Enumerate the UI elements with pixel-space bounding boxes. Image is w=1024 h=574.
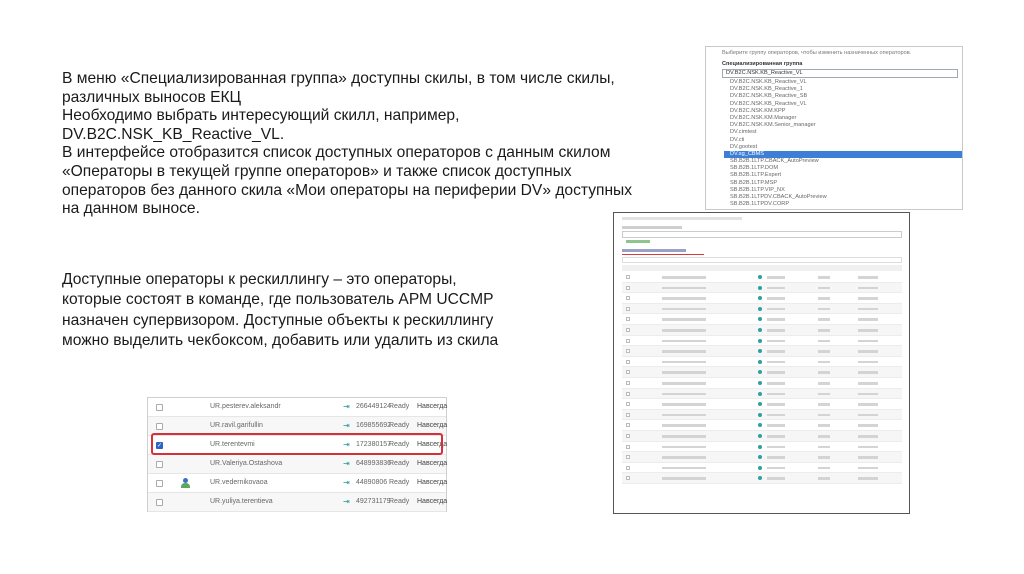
row-checkbox[interactable]: [626, 455, 630, 459]
status-dot-icon: [758, 445, 762, 449]
operator-login: UR.ravil.garifullin: [210, 422, 263, 429]
group-option[interactable]: SB.B2B.1LTP.VIP_NX: [730, 186, 785, 193]
operator-status: Ready: [389, 460, 410, 467]
assignment-duration: Навсегда: [417, 422, 448, 429]
table-row[interactable]: [148, 474, 446, 493]
status-dot-icon: [758, 296, 762, 300]
arrow-in-icon: ⇥: [343, 402, 350, 411]
row-status: [818, 371, 830, 374]
screenshot-search-input[interactable]: [622, 257, 902, 263]
row-checkbox[interactable]: [626, 402, 630, 406]
text-line: Необходимо выбрать интересующий скилл, например,: [62, 107, 460, 125]
operator-login: UR.pesterev.aleksandr: [210, 403, 281, 410]
row-duration: [858, 329, 878, 332]
row-duration: [858, 403, 878, 406]
operator-number: 169855692: [356, 422, 392, 429]
group-option[interactable]: DV.gootest: [730, 143, 758, 150]
table-row[interactable]: [622, 378, 902, 389]
row-status: [818, 435, 830, 438]
row-duration: [858, 446, 878, 449]
status-dot-icon: [758, 392, 762, 396]
row-number: [767, 361, 785, 364]
row-checkbox[interactable]: [626, 392, 630, 396]
arrow-in-icon: ⇥: [343, 440, 350, 449]
row-checkbox[interactable]: [156, 480, 163, 487]
person-icon: [181, 478, 190, 488]
row-number: [767, 287, 785, 290]
row-number: [767, 435, 785, 438]
row-checkbox[interactable]: ✓: [157, 443, 163, 449]
row-status: [818, 393, 830, 396]
row-number: [767, 308, 785, 311]
row-duration: [858, 467, 878, 470]
row-checkbox[interactable]: [626, 434, 630, 438]
row-status: [818, 297, 830, 300]
row-checkbox[interactable]: [156, 499, 163, 506]
screenshot-add-link[interactable]: [626, 240, 650, 243]
row-duration: [858, 456, 878, 459]
row-number: [767, 329, 785, 332]
status-dot-icon: [758, 455, 762, 459]
row-number: [767, 340, 785, 343]
status-dot-icon: [758, 339, 762, 343]
row-status: [818, 382, 830, 385]
row-checkbox[interactable]: [626, 445, 630, 449]
row-duration: [858, 477, 878, 480]
group-option[interactable]: DV.cimtest: [730, 129, 757, 136]
current-group-operators-title: [622, 249, 686, 252]
table-row[interactable]: [622, 272, 902, 283]
status-dot-icon: [758, 349, 762, 353]
table-row[interactable]: [148, 455, 446, 474]
operator-number: 172380157: [356, 441, 392, 448]
group-option[interactable]: SB.B2B.1LTP.DOM: [730, 165, 778, 172]
row-status: [818, 361, 830, 364]
status-dot-icon: [758, 317, 762, 321]
row-checkbox[interactable]: [626, 286, 630, 290]
operator-number: 648993836: [356, 460, 392, 467]
row-login: [662, 297, 706, 300]
operator-number: 44890806: [356, 479, 388, 486]
row-login: [662, 371, 706, 374]
operator-login: UR.Valeriya.Ostashova: [210, 460, 283, 467]
row-duration: [858, 318, 878, 321]
operator-login: UR.yuliya.terentieva: [210, 498, 273, 505]
table-row[interactable]: [622, 283, 902, 294]
row-checkbox[interactable]: [626, 476, 630, 480]
table-row[interactable]: [622, 293, 902, 304]
text-line: на данном выносе.: [62, 200, 200, 218]
row-status: [818, 350, 830, 353]
row-status: [818, 340, 830, 343]
row-checkbox[interactable]: [156, 423, 163, 430]
group-option[interactable]: SB.B2B.1LTPDV.CORP: [730, 201, 790, 208]
row-number: [767, 467, 785, 470]
row-duration: [858, 361, 878, 364]
row-checkbox[interactable]: [626, 307, 630, 311]
table-row[interactable]: [622, 463, 902, 474]
assignment-duration: Навсегда: [417, 479, 448, 486]
row-checkbox[interactable]: [156, 404, 163, 411]
text-line: Доступные операторы к рескиллингу – это операторы,: [62, 271, 457, 288]
assignment-duration: Навсегда: [417, 460, 448, 467]
row-number: [767, 477, 785, 480]
status-dot-icon: [758, 360, 762, 364]
screenshot-hint-text: [622, 217, 742, 220]
row-checkbox[interactable]: [626, 317, 630, 321]
row-duration: [858, 371, 878, 374]
table-row[interactable]: [622, 346, 902, 357]
operators-screenshot: [613, 212, 910, 514]
description-paragraph-2: [62, 270, 582, 352]
table-row[interactable]: [622, 336, 902, 347]
status-dot-icon: [758, 413, 762, 417]
operator-login: UR.vedernikovaoa: [210, 479, 268, 486]
row-duration: [858, 350, 878, 353]
row-login: [662, 446, 706, 449]
table-row[interactable]: [622, 314, 902, 325]
text-line: различных выносов ЕКЦ: [62, 88, 242, 106]
row-login: [662, 467, 706, 470]
row-login: [662, 318, 706, 321]
row-status: [818, 446, 830, 449]
row-login: [662, 456, 706, 459]
table-row[interactable]: [148, 493, 446, 512]
group-select[interactable]: DV.B2C.NSK.KB_Reactive_VL: [722, 69, 958, 78]
arrow-in-icon: ⇥: [343, 497, 350, 506]
status-dot-icon: [758, 434, 762, 438]
row-status: [818, 456, 830, 459]
arrow-in-icon: ⇥: [343, 459, 350, 468]
group-option[interactable]: SB.B2B.1LTP.MSP: [730, 179, 778, 186]
row-checkbox[interactable]: [626, 381, 630, 385]
operator-number: 266449124: [356, 403, 392, 410]
status-dot-icon: [758, 286, 762, 290]
row-status: [818, 467, 830, 470]
row-duration: [858, 340, 878, 343]
row-duration: [858, 435, 878, 438]
row-number: [767, 371, 785, 374]
row-status: [818, 318, 830, 321]
assignment-duration: Навсегда: [417, 403, 448, 410]
status-dot-icon: [758, 402, 762, 406]
row-login: [662, 477, 706, 480]
row-login: [662, 424, 706, 427]
row-status: [818, 424, 830, 427]
table-row[interactable]: [622, 367, 902, 378]
group-option[interactable]: SB.B2B.1LTP.CBACK_AutoPreview: [730, 158, 819, 165]
row-checkbox[interactable]: [626, 328, 630, 332]
screenshot-group-select[interactable]: [622, 231, 902, 238]
row-checkbox[interactable]: [156, 461, 163, 468]
row-number: [767, 276, 785, 279]
status-dot-icon: [758, 275, 762, 279]
group-option[interactable]: SB.B2B.1LTP.Expert: [730, 172, 782, 179]
row-login: [662, 308, 706, 311]
row-duration: [858, 287, 878, 290]
table-row[interactable]: [622, 420, 902, 431]
table-row[interactable]: [622, 304, 902, 315]
operator-status: Ready: [389, 403, 410, 410]
text-line: В интерфейсе отобразится список доступных операторов с данным скилом: [62, 144, 611, 162]
table-row[interactable]: [622, 399, 902, 410]
table-row[interactable]: [622, 325, 902, 336]
status-dot-icon: [758, 423, 762, 427]
row-login: [662, 382, 706, 385]
row-duration: [858, 393, 878, 396]
row-number: [767, 393, 785, 396]
row-number: [767, 424, 785, 427]
screenshot-table-header: [622, 265, 902, 271]
screenshot-group-label: [622, 226, 682, 229]
table-row[interactable]: [622, 473, 902, 484]
table-row[interactable]: [622, 357, 902, 368]
text-line: операторов без данного скила «Мои операторы на периферии DV» доступных: [62, 181, 633, 199]
status-dot-icon: [758, 381, 762, 385]
row-duration: [858, 276, 878, 279]
group-option[interactable]: DV.B2C.NSK.KB_Reactive_VL: [730, 100, 807, 107]
row-number: [767, 382, 785, 385]
row-number: [767, 414, 785, 417]
row-number: [767, 456, 785, 459]
status-dot-icon: [758, 476, 762, 480]
operator-status: Ready: [389, 498, 410, 505]
operator-login: UR.terentevmi: [210, 441, 255, 448]
row-status: [818, 477, 830, 480]
group-option[interactable]: DV.B2C.NSK.KM.KPP: [730, 107, 786, 114]
selected-row-highlight: [151, 433, 443, 455]
row-checkbox[interactable]: [626, 413, 630, 417]
group-option[interactable]: DV.B2C.NSK.KM.Manager: [730, 114, 797, 121]
row-login: [662, 393, 706, 396]
table-row[interactable]: [622, 410, 902, 421]
row-number: [767, 318, 785, 321]
row-login: [662, 435, 706, 438]
table-row[interactable]: [622, 442, 902, 453]
table-row[interactable]: [622, 431, 902, 442]
row-status: [818, 414, 830, 417]
row-checkbox[interactable]: [626, 339, 630, 343]
operator-number: 492731179: [356, 498, 391, 505]
status-dot-icon: [758, 307, 762, 311]
row-checkbox[interactable]: [626, 360, 630, 364]
row-checkbox[interactable]: [626, 349, 630, 353]
assignment-duration: Навсегда: [417, 441, 448, 448]
dropdown-hint: Выберите группу операторов, чтобы изменить назначенных операторов.: [722, 50, 912, 56]
row-number: [767, 297, 785, 300]
text-line: назначен супервизором. Доступные объекты к рескиллингу: [62, 311, 494, 329]
row-login: [662, 403, 706, 406]
group-option[interactable]: DV.sg_CBMS: [724, 151, 963, 158]
operator-status: Ready: [389, 479, 410, 486]
row-login: [662, 329, 706, 332]
row-checkbox[interactable]: [626, 296, 630, 300]
status-dot-icon: [758, 370, 762, 374]
table-row[interactable]: [148, 398, 446, 417]
row-duration: [858, 297, 878, 300]
current-group-underline: [622, 254, 704, 255]
row-duration: [858, 382, 878, 385]
status-dot-icon: [758, 466, 762, 470]
group-option[interactable]: DV.B2C.NSK.KM.Senior_manager: [730, 122, 816, 129]
description-paragraph-1: [62, 70, 722, 219]
row-status: [818, 329, 830, 332]
text-line: DV.B2C.NSK_KB_Reactive_VL.: [62, 125, 285, 143]
arrow-in-icon: ⇥: [343, 421, 350, 430]
group-options-list: [724, 79, 963, 208]
row-number: [767, 350, 785, 353]
operator-status: Ready: [389, 422, 410, 429]
arrow-in-icon: ⇥: [343, 478, 350, 487]
group-dropdown-screenshot: [705, 46, 963, 210]
group-option[interactable]: DV.B2C.NSK.KB_Reactive_SB: [730, 93, 808, 100]
row-duration: [858, 308, 878, 311]
assignment-duration: Навсегда: [417, 498, 448, 505]
status-dot-icon: [758, 328, 762, 332]
row-login: [662, 287, 706, 290]
group-option[interactable]: SB.B2B.1LTPDV.CBACK_AutoPreview: [730, 194, 827, 200]
group-option[interactable]: DV.B2C.NSK.KB_Reactive_1: [730, 86, 803, 93]
group-label: Специализированная группа: [722, 61, 803, 67]
operator-status: Ready: [389, 441, 410, 448]
row-login: [662, 340, 706, 343]
row-status: [818, 287, 830, 290]
row-duration: [858, 424, 878, 427]
table-row[interactable]: [622, 452, 902, 463]
text-line: В меню «Специализированная группа» доступны скилы, в том числе скилы,: [62, 70, 615, 87]
row-checkbox[interactable]: [626, 466, 630, 470]
row-number: [767, 403, 785, 406]
group-option[interactable]: DV.cti: [730, 136, 745, 143]
row-checkbox[interactable]: [626, 275, 630, 279]
group-option[interactable]: DV.B2C.NSK.KB_Reactive_VL: [730, 79, 807, 85]
row-status: [818, 403, 830, 406]
row-number: [767, 446, 785, 449]
text-line: которые состоят в команде, где пользователь АРМ UCCMP: [62, 291, 494, 309]
text-line: «Операторы в текущей группе операторов» и также список доступных: [62, 162, 572, 180]
table-row[interactable]: [622, 389, 902, 400]
text-line: можно выделить чекбоксом, добавить или удалить из скила: [62, 332, 499, 350]
row-login: [662, 350, 706, 353]
row-checkbox[interactable]: [626, 423, 630, 427]
row-login: [662, 361, 706, 364]
row-status: [818, 308, 830, 311]
row-checkbox[interactable]: [626, 370, 630, 374]
row-status: [818, 276, 830, 279]
row-login: [662, 414, 706, 417]
row-duration: [858, 414, 878, 417]
row-login: [662, 276, 706, 279]
